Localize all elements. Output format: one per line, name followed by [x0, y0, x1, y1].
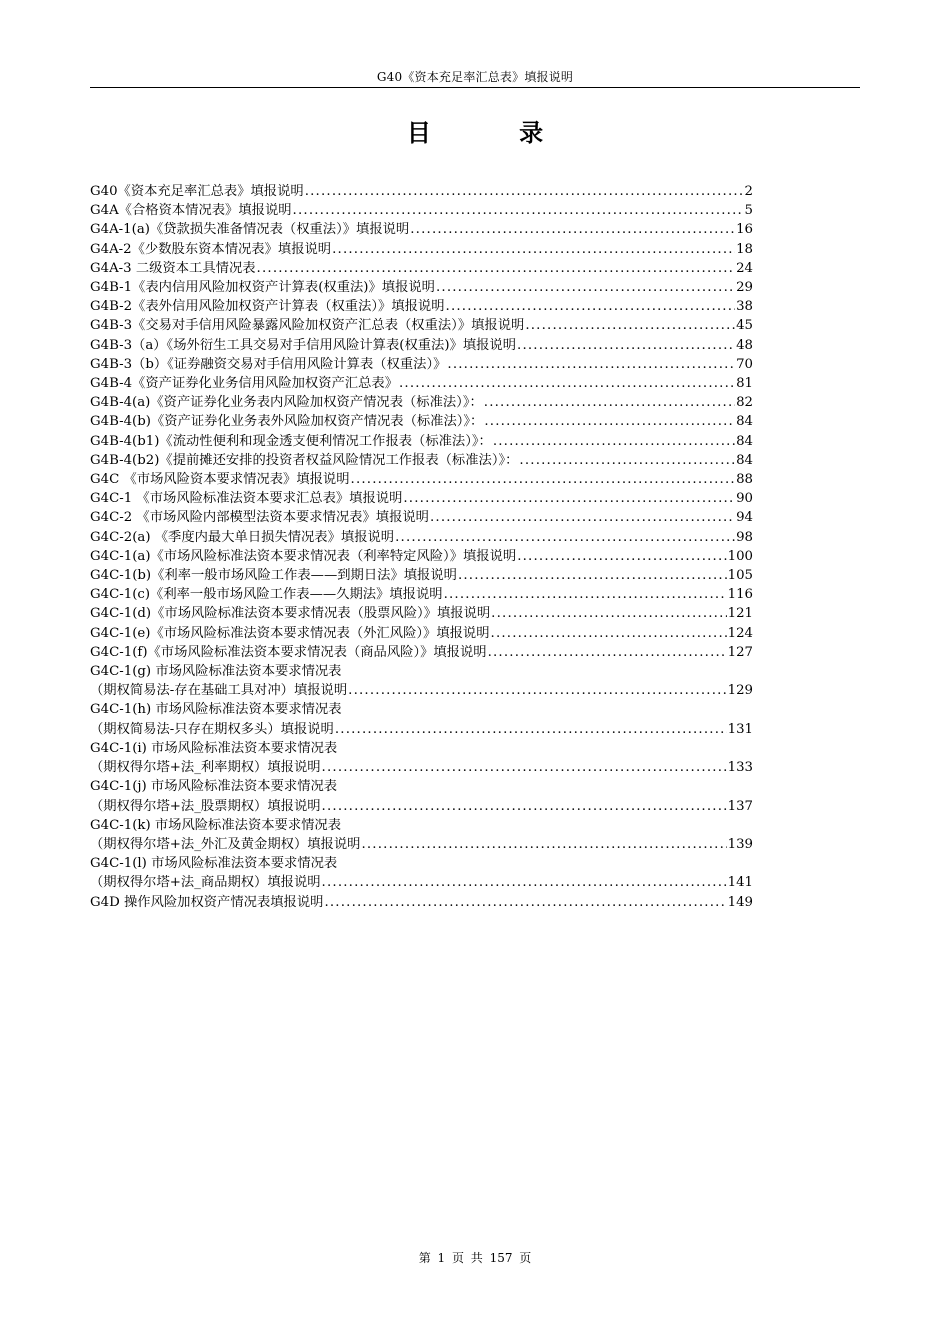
toc-entry[interactable] — [90, 835, 753, 854]
toc-page-number: 24 — [736, 260, 753, 276]
toc-entry-title[interactable]: G4C-1(l) 市场风险标准法资本要求情况表 — [90, 856, 338, 872]
toc-entry-title[interactable]: G4C-1(k) 市场风险标准法资本要求情况表 — [90, 817, 342, 833]
toc-entry[interactable] — [90, 508, 753, 527]
toc-page-number: 2 — [744, 184, 753, 199]
toc-entry-title: G4B-4《资产证券化业务信用风险加权资产汇总表》 — [90, 376, 398, 392]
dot-leader — [361, 835, 726, 854]
dot-leader — [430, 508, 735, 527]
toc-entry-title[interactable]: G4C-1(g) 市场风险标准法资本要求情况表 — [90, 664, 342, 680]
toc-entry-title: G4C-2(a) 《季度内最大单日损失情况表》填报说明 — [90, 529, 395, 545]
toc-page-number: 141 — [727, 875, 753, 891]
toc-page-number: 100 — [727, 548, 753, 564]
toc-entry[interactable] — [90, 432, 753, 451]
page-footer: 第 1 页 共 157 页 — [418, 1251, 532, 1265]
dot-leader — [517, 547, 726, 566]
dot-leader — [493, 432, 735, 451]
toc-page-number: 5 — [744, 203, 753, 219]
toc-entry-title: G4B-4(b)《资产证券化业务表外风险加权资产情况表（标准法）》： — [90, 414, 484, 430]
toc-page-number: 133 — [727, 760, 753, 776]
dot-leader — [348, 681, 726, 700]
toc-entry-title: G4A-2《少数股东资本情况表》填报说明 — [90, 241, 332, 257]
dot-leader — [519, 451, 735, 470]
dot-leader — [444, 585, 727, 604]
toc-entry-title: G4A-1(a)《贷款损失准备情况表（权重法）》填报说明 — [90, 222, 410, 238]
toc-page-number: 84 — [736, 414, 753, 430]
dot-leader — [447, 355, 735, 374]
dot-leader — [322, 758, 727, 777]
toc-page-number: 29 — [736, 280, 753, 296]
toc-page-number: 81 — [736, 376, 753, 392]
toc-entry[interactable] — [90, 259, 753, 278]
toc-page-number: 129 — [727, 683, 753, 699]
toc-entry-title: G4B-4(b2)《提前摊还安排的投资者权益风险情况工作报表（标准法）》： — [90, 452, 519, 468]
toc-page-number: 127 — [727, 644, 753, 660]
toc-entry-title: G4B-4(a)《资产证券化业务表内风险加权资产情况表（标准法）》： — [90, 395, 483, 411]
toc-entry[interactable] — [90, 893, 753, 912]
toc-entry[interactable] — [90, 643, 753, 662]
toc-entry-title: G4C-2 《市场风险内部模型法资本要求情况表》填报说明 — [90, 510, 429, 526]
toc-entry[interactable] — [90, 604, 753, 623]
dot-leader — [410, 220, 735, 239]
toc-entry[interactable] — [90, 240, 753, 259]
dot-leader — [484, 412, 735, 431]
dot-leader — [351, 470, 736, 489]
dot-leader — [491, 604, 726, 623]
dot-leader — [332, 240, 735, 259]
toc-page-number: 45 — [736, 318, 753, 334]
header-divider — [90, 87, 860, 88]
dot-leader — [335, 720, 727, 739]
dot-leader — [488, 643, 727, 662]
dot-leader — [491, 624, 727, 643]
toc-entry-title[interactable]: G4C-1(h) 市场风险标准法资本要求情况表 — [90, 702, 342, 718]
toc-entry-title: G4B-4(b1)《流动性便利和现金透支便利情况工作报表（标准法）》： — [90, 433, 492, 449]
toc-page-number: 137 — [727, 798, 753, 814]
toc-entry[interactable] — [90, 297, 753, 316]
toc-page-number: 124 — [727, 625, 753, 641]
toc-page-number: 18 — [736, 241, 753, 257]
toc-entry[interactable] — [90, 470, 753, 489]
toc-page-number: 48 — [736, 337, 753, 353]
toc-entry-continuation: （期权得尔塔+法_利率期权）填报说明 — [90, 760, 321, 776]
toc-entry[interactable] — [90, 681, 753, 700]
toc-entry[interactable] — [90, 489, 753, 508]
toc-page-number: 131 — [727, 721, 753, 737]
toc-entry-continuation: （期权得尔塔+法_外汇及黄金期权）填报说明 — [90, 836, 361, 852]
toc-page-number: 38 — [736, 299, 753, 315]
toc-entry[interactable] — [90, 547, 753, 566]
toc-entry[interactable] — [90, 758, 753, 777]
toc-entry[interactable] — [90, 336, 753, 355]
toc-entry-title: G4C-1(d)《市场风险标准法资本要求情况表（股票风险）》填报说明 — [90, 606, 491, 622]
toc-page-number: 98 — [736, 529, 753, 545]
toc-page-number: 70 — [736, 356, 753, 372]
toc-entry-continuation: （期权得尔塔+法_商品期权）填报说明 — [90, 875, 321, 891]
toc-entry-title: G4A-3 二级资本工具情况表 — [90, 260, 256, 276]
toc-page-number: 84 — [736, 433, 753, 449]
toc-entry[interactable] — [90, 201, 753, 220]
dot-leader — [324, 893, 726, 912]
dot-leader — [484, 393, 735, 412]
toc-entry[interactable] — [90, 393, 753, 412]
toc-entry[interactable] — [90, 797, 753, 816]
toc-entry[interactable] — [90, 566, 753, 585]
toc-entry-title: G4B-3（b）《证券融资交易对手信用风险计算表（权重法）》 — [90, 356, 447, 372]
dot-leader — [446, 297, 736, 316]
toc-page-number: 16 — [736, 222, 753, 238]
toc-entry-title: G4B-1《表内信用风险加权资产计算表(权重法)》填报说明 — [90, 280, 435, 296]
dot-leader — [436, 278, 735, 297]
toc-entry[interactable] — [90, 720, 753, 739]
toc-entry[interactable] — [90, 528, 753, 547]
toc-entry-title: G40《资本充足率汇总表》填报说明 — [90, 184, 304, 199]
dot-leader — [257, 259, 736, 278]
toc-entry-title: G4C-1(e)《市场风险标准法资本要求情况表（外汇风险）》填报说明 — [90, 625, 490, 641]
toc-entry[interactable] — [90, 220, 753, 239]
dot-leader — [399, 374, 735, 393]
toc-entry[interactable] — [90, 374, 753, 393]
dot-leader — [525, 316, 735, 335]
dot-leader — [322, 797, 727, 816]
toc-page-number: 121 — [727, 606, 753, 622]
toc-title: 目 录 — [406, 118, 584, 147]
toc-entry[interactable] — [90, 355, 753, 374]
toc-page-number: 90 — [736, 491, 753, 507]
toc-entry-continuation: （期权得尔塔+法_股票期权）填报说明 — [90, 798, 321, 814]
toc-entry-continuation: （期权简易法-存在基础工具对冲）填报说明 — [90, 683, 348, 699]
dot-leader — [403, 489, 735, 508]
toc-page-number: 88 — [736, 472, 753, 488]
toc-entry[interactable] — [90, 873, 753, 892]
toc-page-number: 105 — [727, 568, 753, 584]
toc-entry-continuation: （期权简易法-只存在期权多头）填报说明 — [90, 721, 334, 737]
toc-entry-title: G4A《合格资本情况表》填报说明 — [90, 203, 292, 219]
toc-entry-title: G4C-1(b)《利率一般市场风险工作表——到期日法》填报说明 — [90, 568, 457, 584]
page-header: G40《资本充足率汇总表》填报说明 — [376, 70, 574, 84]
toc-page-number: 94 — [736, 510, 753, 526]
table-of-contents — [90, 182, 753, 912]
dot-leader — [293, 201, 744, 220]
toc-entry-title: G4D 操作风险加权资产情况表填报说明 — [90, 894, 324, 910]
toc-entry-title: G4B-2《表外信用风险加权资产计算表（权重法）》填报说明 — [90, 299, 445, 315]
dot-leader — [395, 528, 735, 547]
toc-entry[interactable] — [90, 278, 753, 297]
toc-entry-title: G4C-1(a)《市场风险标准法资本要求情况表（利率特定风险）》填报说明 — [90, 548, 517, 564]
toc-page-number: 82 — [736, 395, 753, 411]
toc-entry-title: G4B-3（a）《场外衍生工具交易对手信用风险计算表(权重法)》填报说明 — [90, 337, 517, 353]
dot-leader — [305, 182, 744, 201]
toc-entry-title[interactable]: G4C-1(i) 市场风险标准法资本要求情况表 — [90, 740, 338, 756]
toc-entry[interactable] — [90, 451, 753, 470]
toc-entry[interactable] — [90, 624, 753, 643]
toc-page-number: 116 — [727, 587, 753, 603]
toc-entry-title[interactable]: G4C-1(j) 市场风险标准法资本要求情况表 — [90, 779, 338, 795]
toc-entry-title: G4C-1(c)《利率一般市场风险工作表——久期法》填报说明 — [90, 587, 443, 603]
toc-entry-title: G4C 《市场风险资本要求情况表》填报说明 — [90, 472, 350, 488]
toc-entry[interactable] — [90, 182, 753, 201]
toc-entry[interactable] — [90, 412, 753, 431]
toc-entry[interactable] — [90, 316, 753, 335]
toc-entry-title: G4C-1 《市场风险标准法资本要求汇总表》填报说明 — [90, 491, 403, 507]
toc-page-number: 84 — [736, 452, 753, 468]
dot-leader — [458, 566, 727, 585]
toc-page-number: 139 — [727, 836, 753, 852]
dot-leader — [517, 336, 735, 355]
toc-page-number: 149 — [727, 894, 753, 910]
toc-entry-title: G4C-1(f)《市场风险标准法资本要求情况表（商品风险）》填报说明 — [90, 644, 487, 660]
toc-entry-title: G4B-3《交易对手信用风险暴露风险加权资产汇总表（权重法）》填报说明 — [90, 318, 525, 334]
toc-entry[interactable] — [90, 585, 753, 604]
dot-leader — [322, 873, 727, 892]
